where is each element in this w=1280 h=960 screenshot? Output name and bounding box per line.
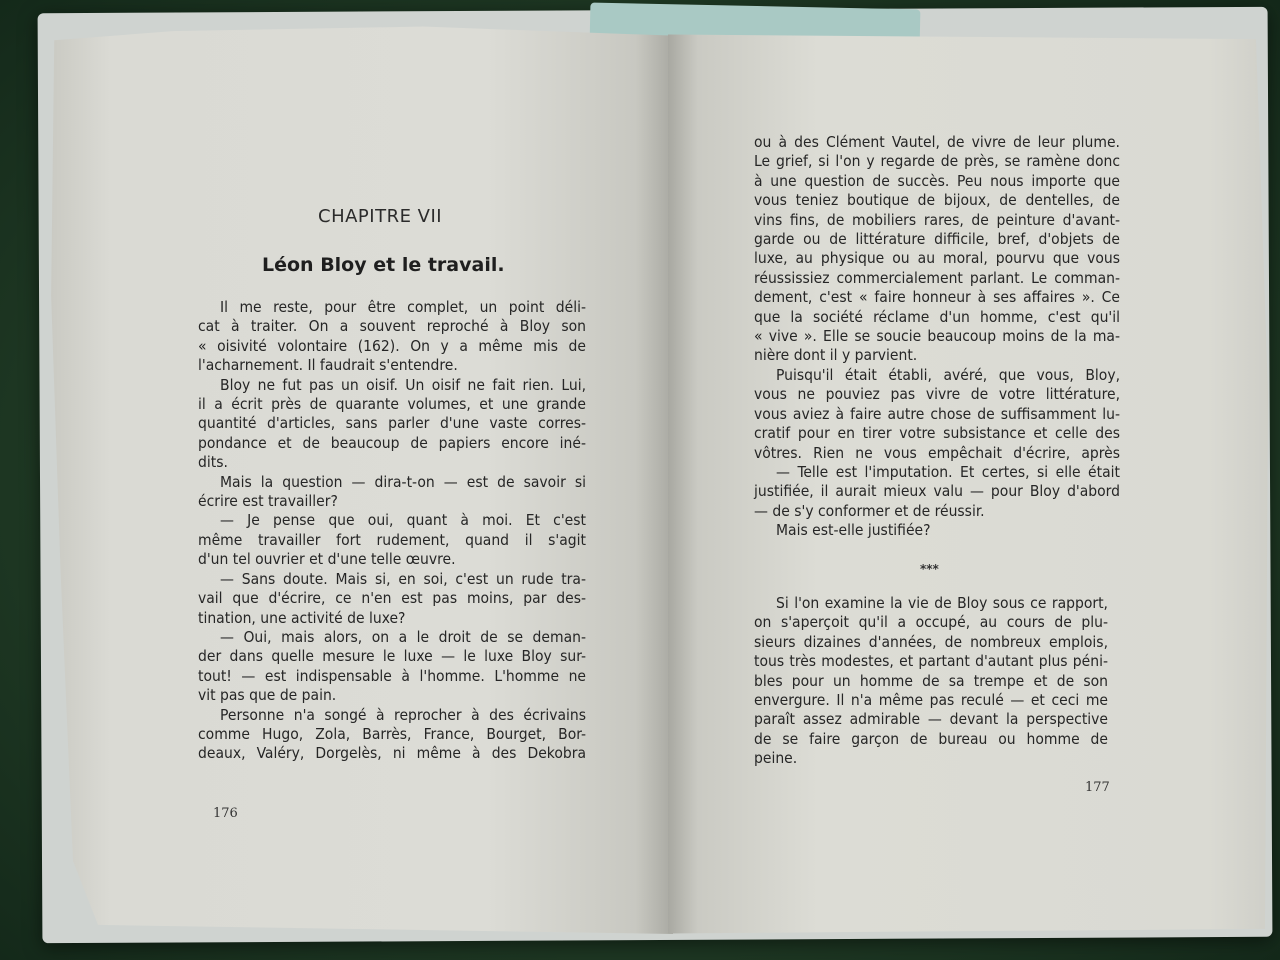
- text-line: — de s'y conformer et de réussir.: [754, 501, 985, 520]
- right-page-text: [754, 133, 1120, 541]
- text-line: tination, une activité de luxe?: [198, 608, 406, 627]
- text-line: à une question de succès. Peu nous importe que: [754, 171, 1120, 190]
- text-line: Le grief, si l'on y regarde de près, se ramène donc: [754, 152, 1120, 171]
- text-line: vit pas que de pain.: [198, 686, 337, 705]
- text-line: Bloy ne fut pas un oisif. Un oisif ne fait rien. Lui,: [220, 375, 586, 394]
- left-page-text: [198, 298, 586, 764]
- text-line: — Oui, mais alors, on a le droit de se deman-: [220, 627, 586, 646]
- text-line: luxe, au physique ou au moral, pourvu que vous: [754, 249, 1120, 268]
- text-line: il a écrit près de quarante volumes, et une grande: [198, 395, 586, 414]
- text-line: réussissiez commercialement parlant. Le comman-: [754, 268, 1120, 287]
- text-line: justifiée, il aurait mieux valu — pour Bloy d'abord: [754, 482, 1120, 501]
- section-separator: ***: [920, 562, 939, 576]
- text-line: paraît assez admirable — devant la perspective: [754, 710, 1108, 729]
- text-line: d'un tel ouvrier et d'une telle œuvre.: [198, 550, 456, 569]
- text-line: deaux, Valéry, Dorgelès, ni même à des Dekobra: [198, 744, 586, 763]
- text-line: garde ou de littérature difficile, bref, d'objets de: [754, 230, 1120, 249]
- text-line: cratif pour en tirer votre subsistance et celle des: [754, 424, 1120, 443]
- text-line: envergure. Il n'a même pas reculé — et ceci me: [754, 691, 1108, 710]
- text-line: tous très modestes, et partant d'autant plus péni-: [754, 652, 1108, 671]
- text-line: de se faire garçon de bureau ou homme de: [754, 729, 1108, 748]
- text-line: l'acharnement. Il faudrait s'entendre.: [198, 356, 458, 375]
- text-line: même travailler fort rudement, quand il s'agit: [198, 530, 586, 549]
- text-line: peine.: [754, 749, 798, 768]
- text-line: nière dont il y parvient.: [754, 346, 918, 365]
- text-line: écrire est travailler?: [198, 492, 338, 511]
- page-number-left: 176: [213, 806, 238, 821]
- text-line: ou à des Clément Vautel, de vivre de leur plume.: [754, 133, 1120, 151]
- text-line: bles pour un homme de sa trempe et de son: [754, 671, 1108, 690]
- chapter-label: CHAPITRE VII: [318, 206, 443, 227]
- text-line: « vive ». Elle se soucie beaucoup moins de la ma-: [754, 327, 1120, 346]
- text-line: — Telle est l'imputation. Et certes, si elle était: [776, 462, 1120, 481]
- text-line: tout! — est indispensable à l'homme. L'homme ne: [198, 666, 586, 685]
- text-line: « oisivité volontaire (162). On y a même mis de: [198, 336, 586, 355]
- text-line: dement, c'est « faire honneur à ses affaires ». Ce: [754, 288, 1120, 307]
- text-line: vins fins, de mobiliers rares, de peinture d'avant-: [754, 210, 1120, 229]
- text-line: — Je pense que oui, quant à moi. Et c'est: [220, 511, 586, 530]
- text-line: der dans quelle mesure le luxe — le luxe Bloy sur-: [198, 647, 586, 666]
- text-line: Mais est-elle justifiée?: [776, 521, 931, 540]
- text-line: quantité d'articles, sans parler d'une vaste corres-: [198, 414, 586, 433]
- text-line: Puisqu'il était établi, avéré, que vous, Bloy,: [776, 365, 1120, 384]
- text-line: comme Hugo, Zola, Barrès, France, Bourget, Bor-: [198, 724, 586, 743]
- text-line: Si l'on examine la vie de Bloy sous ce rapport,: [776, 594, 1108, 612]
- page-number-right: 177: [1085, 780, 1110, 795]
- chapter-title: Léon Bloy et le travail.: [262, 254, 505, 276]
- text-line: vous aviez à faire autre chose de suffisamment lu-: [754, 404, 1120, 423]
- text-line: Il me reste, pour être complet, un point déli-: [220, 298, 586, 316]
- text-line: vôtres. Rien ne vous empêchait d'écrire, après: [754, 443, 1120, 462]
- text-line: sieurs dizaines d'années, de nombreux emplois,: [754, 632, 1108, 651]
- text-line: vail que d'écrire, ce n'en est pas moins, par des-: [198, 589, 586, 608]
- text-line: cat à traiter. On a souvent reproché à Bloy son: [198, 317, 586, 336]
- text-line: que la société réclame d'un homme, c'est qu'il: [754, 307, 1120, 326]
- text-line: — Sans doute. Mais si, en soi, c'est un rude tra-: [220, 569, 586, 588]
- text-line: Mais la question — dira-t-on — est de savoir si: [220, 472, 586, 491]
- text-line: pondance et de beaucoup de papiers encore iné-: [198, 433, 586, 452]
- text-line: dits.: [198, 453, 228, 472]
- text-line: vous ne pouviez pas vivre de votre littérature,: [754, 385, 1120, 404]
- text-line: on s'aperçoit qu'il a occupé, au cours de plu-: [754, 613, 1108, 632]
- text-line: vous teniez boutique de bijoux, de dentelles, de: [754, 191, 1120, 210]
- text-line: Personne n'a songé à reprocher à des écrivains: [220, 705, 586, 724]
- right-page-text-section-2: [754, 594, 1108, 769]
